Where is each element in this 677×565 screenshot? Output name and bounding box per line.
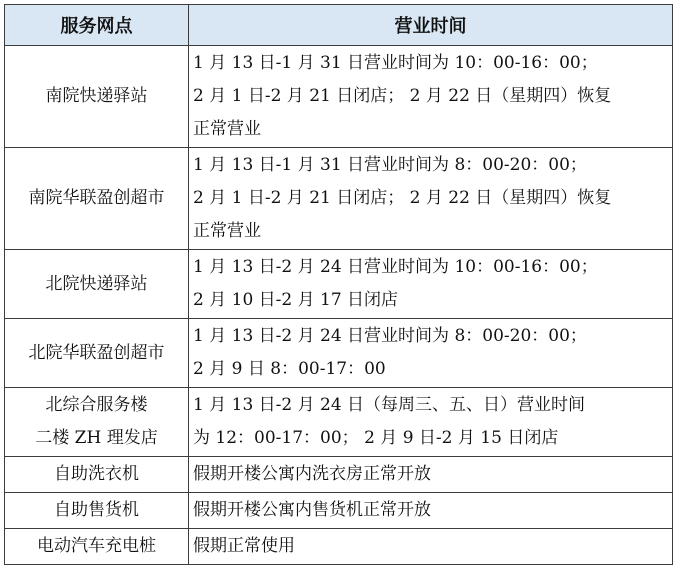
table-row: [5, 457, 673, 493]
table-row: [5, 529, 673, 565]
hours-line: 2 月 1 日-2 月 21 日闭店； 2 月 22 日（星期四）恢复: [193, 188, 612, 208]
service-point-cell: [5, 457, 189, 493]
service-point-name: 自助洗衣机: [54, 464, 139, 484]
service-point-name: 北院快递驿站: [45, 273, 148, 294]
service-point-name: 自助售货机: [54, 500, 139, 520]
table-row: [5, 250, 673, 319]
business-hours-cell: [189, 46, 673, 148]
hours-line: 1 月 13 日-2 月 24 日营业时间为 8：00-20：00；: [193, 326, 587, 346]
business-hours-cell: [189, 319, 673, 388]
business-hours-cell: [189, 529, 673, 565]
table-header-row: [5, 5, 673, 46]
service-point-name: 北综合服务楼: [45, 395, 148, 415]
service-point-cell: [5, 148, 189, 250]
business-hours-header: 营业时间: [189, 5, 673, 46]
service-point-name: 北院华联盈创超市: [28, 342, 165, 363]
hours-line: 假期开楼公寓内售货机正常开放: [193, 500, 431, 520]
hours-line: 正常营业: [193, 119, 261, 139]
hours-line: 1 月 13 日-1 月 31 日营业时间为 10：00-16：00；: [193, 53, 598, 73]
table-row: [5, 148, 673, 250]
service-point-name: 南院华联盈创超市: [28, 188, 165, 208]
hours-line: 1 月 13 日-2 月 24 日营业时间为 10：00-16：00；: [193, 257, 598, 277]
service-point-name: 南院快递驿站: [45, 86, 148, 106]
service-point-name: 二楼 ZH 理发店: [35, 428, 158, 448]
hours-line: 2 月 1 日-2 月 21 日闭店； 2 月 22 日（星期四）恢复: [193, 86, 612, 106]
table-row: [5, 493, 673, 529]
hours-line: 2 月 10 日-2 月 17 日闭店: [193, 290, 399, 310]
table-row: [5, 319, 673, 388]
service-point-cell: [5, 319, 189, 388]
hours-line: 1 月 13 日-2 月 24 日（每周三、五、日）营业时间: [193, 395, 586, 415]
service-point-cell: [5, 388, 189, 457]
business-hours-cell: [189, 493, 673, 529]
business-hours-cell: [189, 148, 673, 250]
hours-line: 正常营业: [193, 221, 261, 241]
service-point-cell: [5, 250, 189, 319]
hours-line: 2 月 9 日 8：00-17：00: [193, 359, 386, 379]
service-point-cell: [5, 46, 189, 148]
business-hours-cell: [189, 388, 673, 457]
service-hours-table: [4, 4, 673, 565]
service-point-header: 服务网点: [5, 5, 189, 46]
table-row: [5, 46, 673, 148]
service-point-cell: [5, 529, 189, 565]
business-hours-cell: [189, 457, 673, 493]
hours-line: 假期开楼公寓内洗衣房正常开放: [193, 464, 431, 484]
table-row: [5, 388, 673, 457]
business-hours-cell: [189, 250, 673, 319]
hours-line: 1 月 13 日-1 月 31 日营业时间为 8：00-20：00；: [193, 155, 587, 175]
service-point-cell: [5, 493, 189, 529]
service-point-name: 电动汽车充电桩: [37, 536, 156, 556]
hours-line: 为 12：00-17：00； 2 月 9 日-2 月 15 日闭店: [193, 428, 559, 448]
hours-line: 假期正常使用: [193, 536, 295, 556]
